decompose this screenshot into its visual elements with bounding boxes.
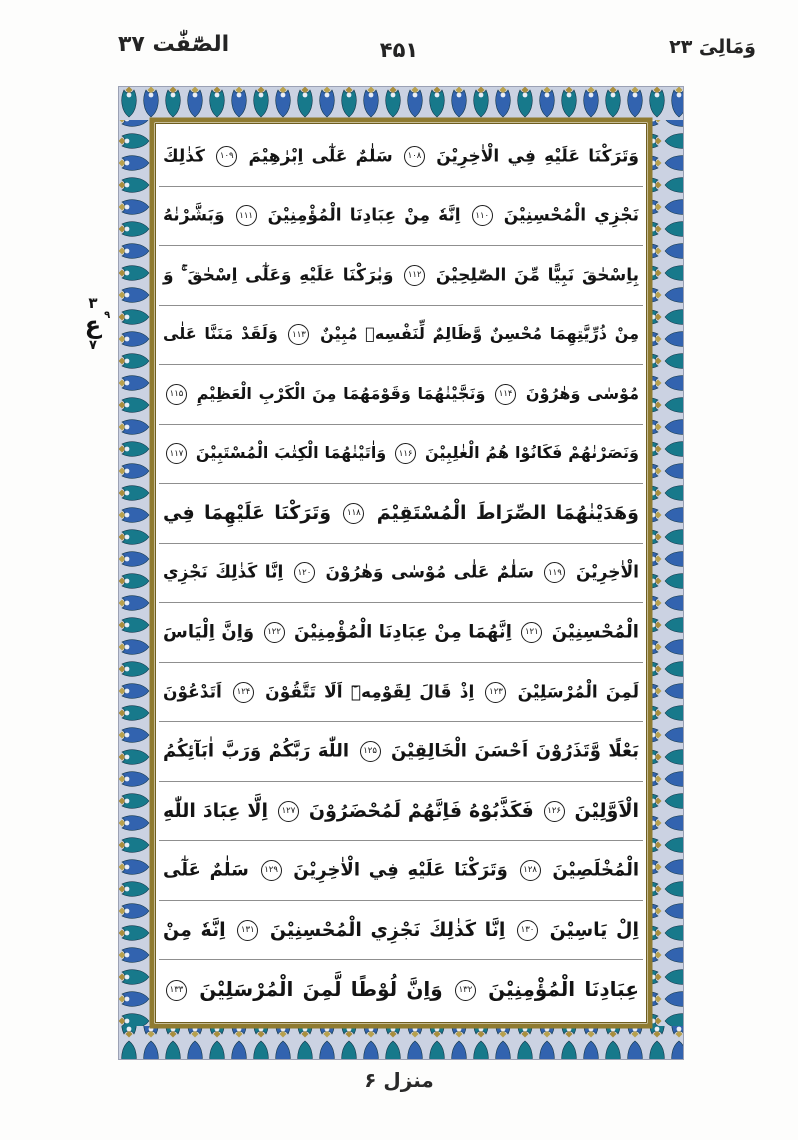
quran-line xyxy=(159,722,643,782)
ayah-number-medallion: ۱۱۷ xyxy=(166,443,187,464)
ayah-number-medallion: ۱۳۳ xyxy=(166,980,187,1001)
ayah-number-medallion: ۱۳۱ xyxy=(237,920,258,941)
ayah-number-medallion: ۱۳۰ xyxy=(517,920,538,941)
quran-line-text: عِبَادِنَا الْمُؤْمِنِيْنَ ۱۳۲ وَاِنَّ لُوْطًا لَّمِنَ الْمُرْسَلِيْنَ ۱۳۳ xyxy=(163,979,639,1001)
ruku-marker xyxy=(74,296,112,353)
ayah-number-medallion: ۱۲۸ xyxy=(520,860,541,881)
quran-line-text: مِنْ ذُرِّيَّتِهِمَا مُحْسِنٌ وَّظَالِمٌ لِّنَفْسِهٖ مُبِيْنٌ ۱۱۳ وَلَقَدْ مَنَنَّا عَلٰى xyxy=(163,324,639,344)
ayah-number-medallion: ۱۱۴ xyxy=(495,384,516,405)
quran-line-text: بَعْلًا وَّتَذَرُوْنَ اَحْسَنَ الْخَالِقِيْنَ ۱۲۵ اللّٰهَ رَبَّكُمْ وَرَبَّ اٰبَآئِكُمُ xyxy=(163,740,639,762)
quran-line xyxy=(159,365,643,425)
quran-line-text: الْاَوَّلِيْنَ ۱۲۶ فَكَذَّبُوْهُ فَاِنَّهُمْ لَمُحْضَرُوْنَ ۱۲۷ اِلَّا عِبَادَ اللّٰهِ xyxy=(163,799,639,822)
ayah-number-medallion: ۱۱۵ xyxy=(166,384,187,405)
ayah-number-medallion: ۱۱۰ xyxy=(472,205,493,226)
ruku-surah-number: ۳ xyxy=(88,294,98,312)
decorative-frame xyxy=(118,86,684,1060)
ayah-number-medallion: ۱۲۴ xyxy=(233,682,254,703)
quran-line xyxy=(159,901,643,961)
ayah-number-medallion: ۱۱۸ xyxy=(343,503,364,524)
ayah-number-medallion: ۱۲۰ xyxy=(294,562,315,583)
ayah-number-medallion: ۱۲۹ xyxy=(261,860,282,881)
quran-line-text: مُوْسٰى وَهٰرُوْنَ ۱۱۴ وَنَجَّيْنٰهُمَا وَقَوْمَهُمَا مِنَ الْكَرْبِ الْعَظِيْمِ ۱۱۵ xyxy=(163,384,639,405)
manzil-label: منزل ۶ xyxy=(364,1068,434,1092)
quran-line xyxy=(159,187,643,247)
ain-icon: ع ۹ xyxy=(84,309,111,339)
quran-line-text: وَهَدَيْنٰهُمَا الصِّرَاطَ الْمُسْتَقِيْمَ ۱۱۸ وَتَرَكْنَا عَلَيْهِمَا فِي xyxy=(163,501,639,524)
quran-line xyxy=(159,782,643,842)
quran-line xyxy=(159,841,643,901)
quran-line-text: الْمُخْلَصِيْنَ ۱۲۸ وَتَرَكْنَا عَلَيْهِ فِي الْاٰخِرِيْنَ ۱۲۹ سَلٰمٌ عَلٰٓى xyxy=(163,859,639,881)
ayah-number-medallion: ۱۰۹ xyxy=(216,146,237,167)
quran-line-text: وَتَرَكْنَا عَلَيْهِ فِي الْاٰخِرِيْنَ ۱۰۸ سَلٰمٌ عَلٰٓى اِبْرٰهِيْمَ ۱۰۹ كَذٰلِكَ xyxy=(163,146,639,167)
ayah-number-medallion: ۱۱۶ xyxy=(395,443,416,464)
quran-line xyxy=(159,663,643,723)
ayah-number-medallion: ۱۲۷ xyxy=(278,801,299,822)
ayah-number-medallion: ۱۱۱ xyxy=(236,205,257,226)
quran-line xyxy=(159,306,643,366)
quran-line xyxy=(159,484,643,544)
quran-line xyxy=(159,127,643,187)
quran-line xyxy=(159,960,643,1019)
ruku-juz-number: ۷ xyxy=(89,337,97,353)
quran-line xyxy=(159,246,643,306)
quran-line xyxy=(159,425,643,485)
ayah-number-medallion: ۱۲۳ xyxy=(485,682,506,703)
quran-line xyxy=(159,544,643,604)
quran-line-text: وَنَصَرْنٰهُمْ فَكَانُوْا هُمُ الْغٰلِبِيْنَ ۱۱۶ وَاٰتَيْنٰهُمَا الْكِتٰبَ الْمُسْتَبِيْنَ ۱۱۷ xyxy=(163,443,639,464)
quran-line-text: اِلْ يَاسِيْنَ ۱۳۰ اِنَّا كَذٰلِكَ نَجْزِي الْمُحْسِنِيْنَ ۱۳۱ اِنَّهٗ مِنْ xyxy=(163,918,639,941)
ayah-number-medallion: ۱۲۵ xyxy=(360,741,381,762)
page-number: ۴۵۱ xyxy=(379,38,419,62)
ayah-number-medallion: ۱۲۶ xyxy=(544,801,565,822)
quran-line-text: نَجْزِي الْمُحْسِنِيْنَ ۱۱۰ اِنَّهٗ مِنْ عِبَادِنَا الْمُؤْمِنِيْنَ ۱۱۱ وَبَشَّرْنٰهُ xyxy=(163,205,639,226)
mushaf-text-area xyxy=(159,127,643,1019)
surah-title: الصّٰٓفّٰت ۳۷ xyxy=(118,32,230,57)
ayah-number-medallion: ۱۲۱ xyxy=(521,622,542,643)
quran-line-text: لَمِنَ الْمُرْسَلِيْنَ ۱۲۳ اِذْ قَالَ لِقَوْمِهٖٓ اَلَا تَتَّقُوْنَ ۱۲۴ اَتَدْعُوْنَ xyxy=(163,682,639,703)
ruku-ayah-count: ۹ xyxy=(104,309,111,321)
juz-label: وَمَالِىَ ۲۳ xyxy=(669,36,756,58)
ayah-number-medallion: ۱۱۹ xyxy=(544,562,565,583)
ayah-number-medallion: ۱۰۸ xyxy=(404,146,425,167)
quran-line-text: بِاِسْحٰقَ نَبِيًّا مِّنَ الصّٰلِحِيْنَ ۱۱۲ وَبٰرَكْنَا عَلَيْهِ وَعَلٰٓى اِسْحٰقَ ۚ وَ xyxy=(163,265,640,286)
ayah-number-medallion: ۱۱۲ xyxy=(404,265,425,286)
ayah-number-medallion: ۱۳۲ xyxy=(455,980,476,1001)
quran-line xyxy=(159,603,643,663)
ayah-number-medallion: ۱۲۲ xyxy=(264,622,285,643)
quran-line-text: الْاٰخِرِيْنَ ۱۱۹ سَلٰمٌ عَلٰى مُوْسٰى وَهٰرُوْنَ ۱۲۰ اِنَّا كَذٰلِكَ نَجْزِي xyxy=(163,562,639,583)
ayah-number-medallion: ۱۱۳ xyxy=(288,324,309,345)
quran-line-text: الْمُحْسِنِيْنَ ۱۲۱ اِنَّهُمَا مِنْ عِبَادِنَا الْمُؤْمِنِيْنَ ۱۲۲ وَاِنَّ اِلْيَاسَ xyxy=(163,621,639,643)
